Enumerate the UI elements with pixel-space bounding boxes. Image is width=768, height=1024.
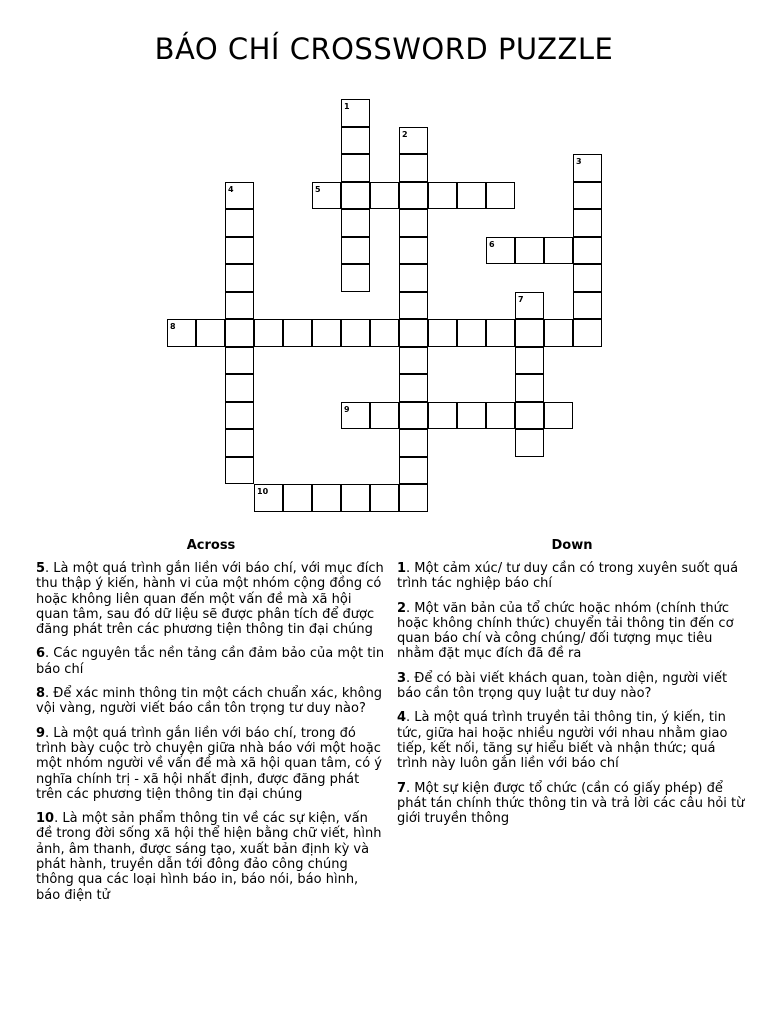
grid-cell[interactable]: [225, 402, 254, 430]
down-heading: Down: [551, 538, 593, 553]
grid-cell[interactable]: [399, 429, 428, 457]
grid-cell[interactable]: [428, 402, 457, 430]
clue-number-7: 7: [518, 294, 524, 304]
grid-cell[interactable]: [515, 347, 544, 375]
grid-cell[interactable]: [312, 319, 341, 347]
grid-cell[interactable]: [341, 209, 370, 237]
clue-number-8: 8: [170, 322, 176, 331]
clue-number: 3: [397, 670, 407, 686]
grid-cell[interactable]: [399, 319, 428, 347]
down-clue-1: [397, 561, 747, 592]
clue-number-5: 5: [315, 184, 321, 194]
clue-text: . Các nguyên tắc nền tảng cần đảm bảo của một tin báo chí: [36, 646, 385, 677]
clue-text: . Là một quá trình truyền tải thông tin, ý kiến, tin tức, giữa hai hoặc nhiều người với nhau nhằm giao tiếp, kết nối, tăng sự hiểu biết và nhận thức; quá trình này luôn gắn liền với báo chí: [397, 710, 728, 772]
grid-cell[interactable]: [341, 484, 370, 512]
clue-number: 4: [397, 710, 407, 726]
grid-cell[interactable]: [399, 237, 428, 265]
grid-cell[interactable]: [544, 319, 573, 347]
clue-number: 7: [397, 780, 407, 796]
grid-cell[interactable]: [515, 319, 544, 347]
clue-text: . Để xác minh thông tin một cách chuẩn xác, không vội vàng, người viết báo cần tôn trọng tư duy nào?: [36, 686, 383, 717]
down-clue-2: [397, 601, 747, 662]
grid-cell[interactable]: [225, 457, 254, 485]
grid-cell[interactable]: [341, 237, 370, 265]
grid-cell[interactable]: [225, 429, 254, 457]
across-clue-6: [36, 646, 386, 677]
grid-cell[interactable]: [283, 319, 312, 347]
clue-text: . Để có bài viết khách quan, toàn diện, người viết báo cần tôn trọng quy luật tư duy nào?: [397, 670, 728, 702]
grid-cell[interactable]: [399, 182, 428, 210]
grid-cell[interactable]: [428, 182, 457, 210]
clue-text: . Là một quá trình gắn liền với báo chí, với mục đích thu thập ý kiến, hành vi của một nhóm cộng đồng có hoặc không liên quan đến một vấn đề mà xã hội quan tâm, sau đó dữ liệu sẽ được phân tích để được đăng phát trên các phương tiện thông tin đại chúng: [36, 561, 384, 638]
grid-cell[interactable]: [544, 237, 573, 265]
down-clue-3: [397, 671, 747, 702]
grid-cell[interactable]: [283, 484, 312, 512]
grid-cell[interactable]: [457, 402, 486, 430]
grid-cell[interactable]: [457, 182, 486, 210]
grid-cell[interactable]: [341, 319, 370, 347]
clue-text: . Một văn bản của tổ chức hoặc nhóm (chính thức hoặc không chính thức) chuyển tải thông tin đến cơ quan báo chí và công chúng/ đối tượng mục tiêu nhằm đặt mục đích đã đề ra: [397, 600, 734, 662]
clue-number-10: 10: [257, 487, 269, 496]
grid-cell[interactable]: [225, 237, 254, 265]
grid-cell[interactable]: [370, 402, 399, 430]
grid-cell[interactable]: [399, 292, 428, 320]
grid-cell[interactable]: [515, 374, 544, 402]
clue-number-3: 3: [576, 157, 582, 166]
down-clues: [397, 538, 747, 835]
clue-number: 8: [36, 686, 46, 702]
grid-cell[interactable]: [399, 264, 428, 292]
grid-cell[interactable]: [515, 402, 544, 430]
down-clue-7: [397, 781, 747, 827]
grid-cell[interactable]: [399, 347, 428, 375]
grid-cell[interactable]: [312, 484, 341, 512]
grid-cell[interactable]: [399, 154, 428, 182]
clue-number: 1: [397, 561, 407, 576]
grid-cell[interactable]: [515, 237, 544, 265]
grid-cell[interactable]: [399, 457, 428, 485]
clue-number-2: 2: [402, 129, 408, 139]
grid-cell[interactable]: [341, 154, 370, 182]
clue-text: . Là một sản phẩm thông tin về các sự kiện, vấn đề trong đời sống xã hội thể hiện bằng chữ viết, hình ảnh, âm thanh, được sáng tạo, xuất bản định kỳ và phát hành, truyền dẫn tới đông đảo công chúng thông qua các loại hình báo in, báo nói, báo hình, báo điện tử: [36, 811, 382, 903]
down-clue-4: [397, 710, 747, 771]
grid-cell[interactable]: [370, 319, 399, 347]
clue-number-4: 4: [228, 184, 234, 194]
clue-text: . Một sự kiện được tổ chức (cần có giấy phép) để phát tán chính thức thông tin và trả lời các câu hỏi từ giới truyền thông: [397, 780, 745, 827]
clue-number: 5: [36, 561, 46, 576]
clue-number: 2: [397, 600, 407, 616]
grid-cell[interactable]: [486, 182, 515, 210]
clue-number-1: 1: [344, 102, 350, 111]
grid-cell[interactable]: [399, 209, 428, 237]
grid-cell[interactable]: [341, 182, 370, 210]
grid-cell[interactable]: [399, 402, 428, 430]
grid-cell[interactable]: [370, 484, 399, 512]
grid-cell[interactable]: [573, 292, 602, 320]
grid-cell[interactable]: [573, 264, 602, 292]
grid-cell[interactable]: [196, 319, 225, 347]
grid-cell[interactable]: [225, 209, 254, 237]
across-clue-10: [36, 811, 386, 903]
clue-number: 10: [36, 811, 55, 827]
grid-cell[interactable]: [573, 209, 602, 237]
grid-cell[interactable]: [428, 319, 457, 347]
across-clue-8: [36, 686, 386, 717]
grid-cell[interactable]: [515, 429, 544, 457]
grid-cell[interactable]: [254, 319, 283, 347]
across-clue-9: [36, 726, 386, 802]
clue-text: . Là một quá trình gắn liền với báo chí, trong đó trình bày cuộc trò chuyện giữa nhà báo với một hoặc một nhóm người về vấn đề mà xã hội quan tâm, có ý nghĩa chính trị - xã hội nhất định, được đăng phát trên các phương tiện thông tin đại chúng: [36, 725, 382, 802]
grid-cell[interactable]: [573, 182, 602, 210]
grid-cell[interactable]: [225, 319, 254, 347]
clue-number: 6: [36, 646, 46, 662]
grid-cell[interactable]: [486, 402, 515, 430]
grid-cell[interactable]: [573, 319, 602, 347]
grid-cell[interactable]: [399, 374, 428, 402]
grid-cell[interactable]: [370, 182, 399, 210]
grid-cell[interactable]: [225, 347, 254, 375]
across-clues: [36, 538, 386, 912]
page-title: BÁO CHÍ CROSSWORD PUZZLE: [154, 32, 614, 66]
grid-cell[interactable]: [457, 319, 486, 347]
grid-cell[interactable]: [225, 292, 254, 320]
grid-cell[interactable]: [225, 374, 254, 402]
grid-cell[interactable]: [486, 319, 515, 347]
clue-number-6: 6: [489, 239, 495, 249]
grid-cell[interactable]: [341, 264, 370, 292]
clue-text: . Một cảm xúc/ tư duy cần có trong xuyên suốt quá trình tác nghiệp báo chí: [397, 561, 739, 592]
across-clue-5: [36, 561, 386, 637]
grid-cell[interactable]: [225, 264, 254, 292]
across-heading: Across: [186, 538, 236, 553]
grid-cell[interactable]: [341, 127, 370, 155]
grid-cell[interactable]: [399, 484, 428, 512]
grid-cell[interactable]: [544, 402, 573, 430]
grid-cell[interactable]: [573, 237, 602, 265]
clue-number: 9: [36, 725, 46, 741]
clue-number-9: 9: [344, 404, 350, 414]
